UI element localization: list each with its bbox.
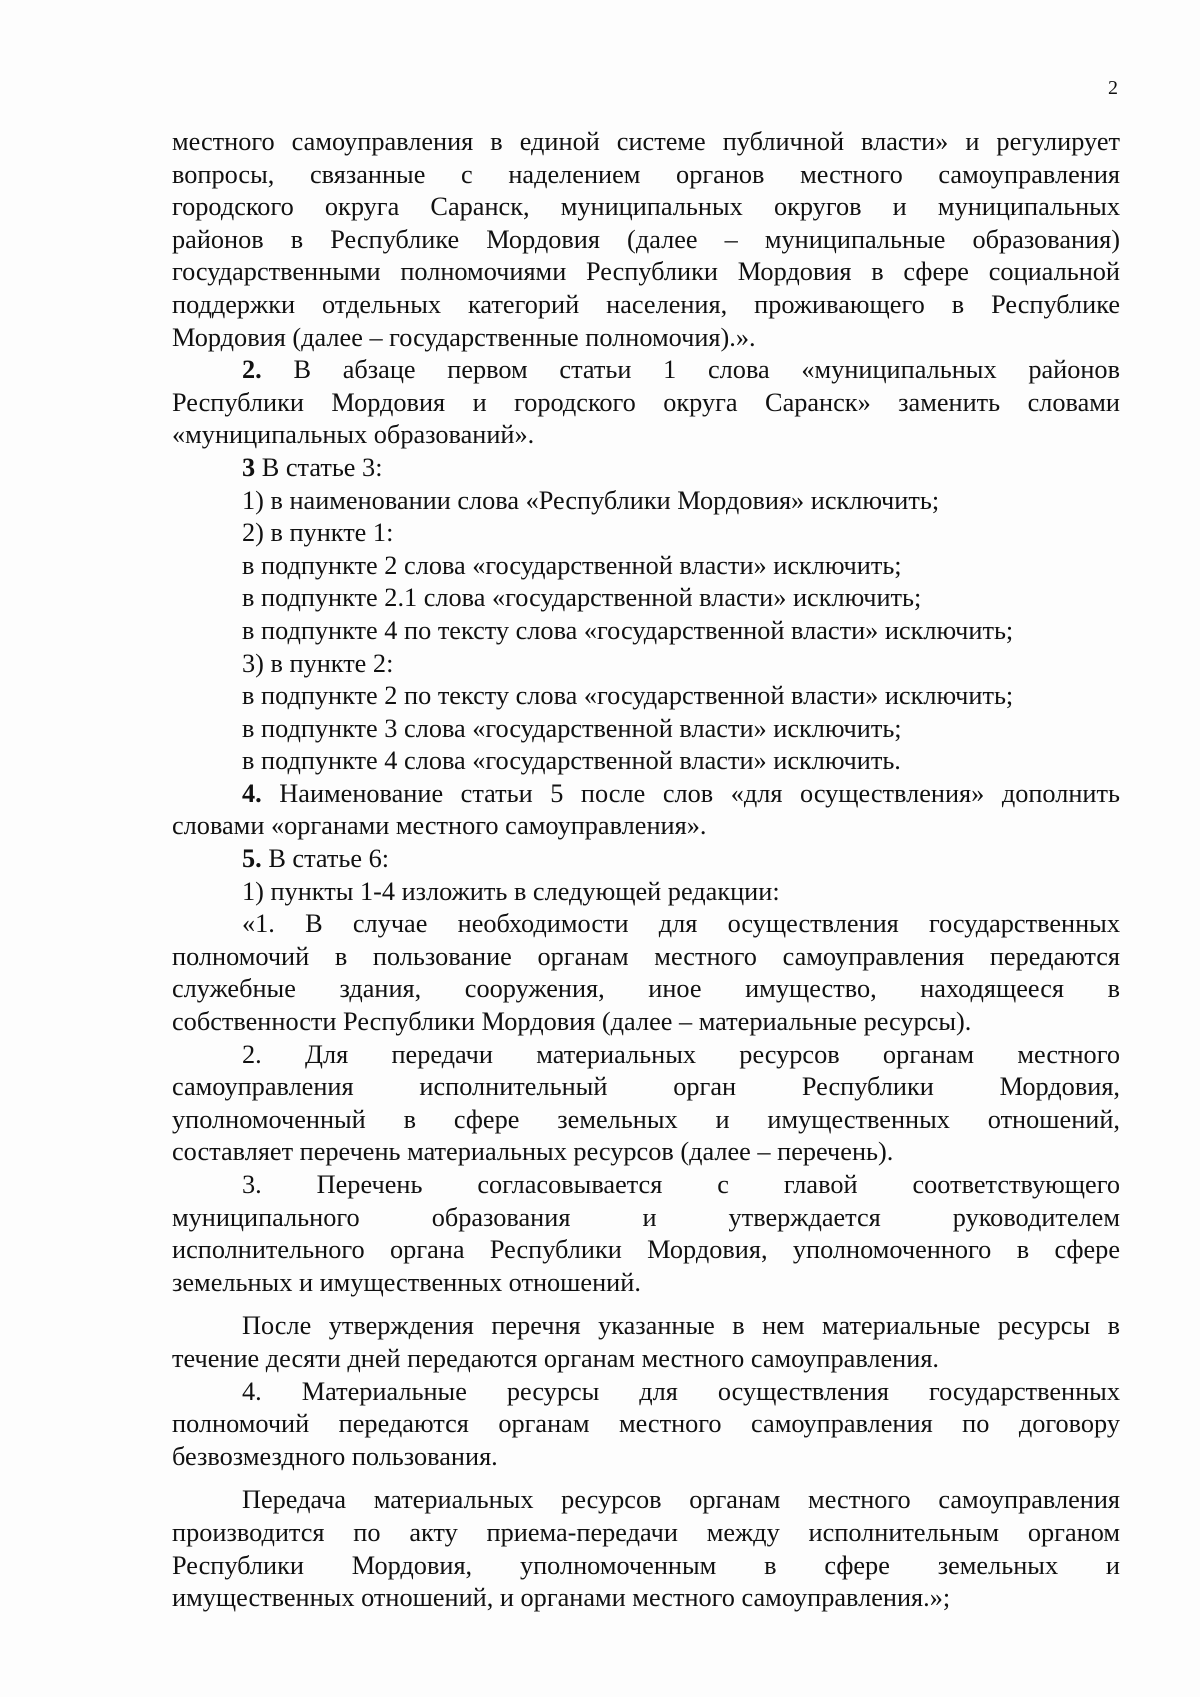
article-item-2 bbox=[172, 354, 1120, 387]
text-line: составляет перечень материальных ресурсов (далее – перечень). bbox=[172, 1137, 894, 1167]
text-line: самоуправления исполнительный орган Республики Мордовия, bbox=[172, 1072, 1120, 1102]
text-line: в подпункте 2 слова «государственной власти» исключить; bbox=[242, 550, 902, 580]
text-line: полномочий передаются органам местного самоуправления по договору bbox=[172, 1409, 1120, 1439]
text-line: Передача материальных ресурсов органам местного самоуправления bbox=[242, 1485, 1120, 1515]
text-line: Республики Мордовия и городского округа Саранск» заменить словами bbox=[172, 387, 1120, 417]
text-line: в подпункте 2 по тексту слова «государственной власти» исключить; bbox=[242, 681, 1014, 711]
text-line: вопросы, связанные с наделением органов местного самоуправления bbox=[172, 159, 1120, 189]
text-line: муниципального образования и утверждается руководителем bbox=[172, 1202, 1120, 1232]
text-line: словами «органами местного самоуправления». bbox=[172, 811, 707, 841]
text-line: течение десяти дней передаются органам местного самоуправления. bbox=[172, 1343, 940, 1373]
item-number: 4. bbox=[242, 778, 262, 808]
text-line: собственности Республики Мордовия (далее – материальные ресурсы). bbox=[172, 1007, 972, 1037]
text-line: городского округа Саранск, муниципальных округов и муниципальных bbox=[172, 192, 1120, 222]
text-line: в подпункте 3 слова «государственной власти» исключить; bbox=[242, 713, 902, 743]
text-line: 4. Материальные ресурсы для осуществления государственных bbox=[242, 1376, 1120, 1406]
text-line: 3) в пункте 2: bbox=[242, 648, 394, 678]
article-item-3 bbox=[172, 452, 1120, 485]
text-line: служебные здания, сооружения, иное имущество, находящееся в bbox=[172, 974, 1120, 1004]
text-line: в подпункте 4 слова «государственной власти» исключить. bbox=[242, 746, 901, 776]
text-line: Мордовия (далее – государственные полномочия).». bbox=[172, 322, 756, 352]
text-line: поддержки отдельных категорий населения, проживающего в Республике bbox=[172, 289, 1120, 319]
text-line: уполномоченный в сфере земельных и имущественных отношений, bbox=[172, 1104, 1120, 1134]
text-line: 3. Перечень согласовывается с главой соответствующего bbox=[242, 1170, 1120, 1199]
text-line: государственными полномочиями Республики Мордовия в сфере социальной bbox=[172, 257, 1120, 287]
text-line: районов в Республике Мордовия (далее – муниципальные образования) bbox=[172, 224, 1120, 254]
article-item-4 bbox=[172, 778, 1120, 811]
text-line: местного самоуправления в единой системе публичной власти» и регулирует bbox=[172, 127, 1120, 156]
document-body bbox=[172, 126, 1120, 1615]
text-line: исполнительного органа Республики Мордовия, уполномоченного в сфере bbox=[172, 1235, 1120, 1265]
item-number: 2. bbox=[242, 355, 262, 385]
article-item-5 bbox=[172, 843, 1120, 876]
text-line: земельных и имущественных отношений. bbox=[172, 1267, 641, 1297]
text-line: безвозмездного пользования. bbox=[172, 1441, 498, 1471]
item-number: 5. bbox=[242, 844, 262, 874]
text-line: в подпункте 2.1 слова «государственной власти» исключить; bbox=[242, 583, 922, 613]
text-line: 1) в наименовании слова «Республики Мордовия» исключить; bbox=[242, 485, 940, 515]
page-number: 2 bbox=[1108, 77, 1118, 99]
text-line: «1. В случае необходимости для осуществления государственных bbox=[242, 909, 1120, 939]
text-line: После утверждения перечня указанные в нем материальные ресурсы в bbox=[242, 1311, 1120, 1341]
text-line: «муниципальных образований». bbox=[172, 420, 535, 450]
text-line: Республики Мордовия, уполномоченным в сфере земельных и bbox=[172, 1550, 1120, 1580]
text-line: В статье 3: bbox=[261, 452, 383, 482]
text-line: 1) пункты 1-4 изложить в следующей редакции: bbox=[242, 876, 780, 906]
text-line: В абзаце первом статьи 1 слова «муниципальных районов bbox=[293, 355, 1121, 385]
text-line: в подпункте 4 по тексту слова «государственной власти» исключить; bbox=[242, 615, 1014, 645]
item-number: 3 bbox=[242, 452, 256, 482]
text-line: 2. Для передачи материальных ресурсов органам местного bbox=[242, 1039, 1120, 1069]
text-line: 2) в пункте 1: bbox=[242, 518, 394, 548]
text-line: В статье 6: bbox=[268, 844, 390, 874]
text-line: производится по акту приема-передачи между исполнительным органом bbox=[172, 1517, 1120, 1547]
text-line: полномочий в пользование органам местного самоуправления передаются bbox=[172, 941, 1120, 971]
text-line: имущественных отношений, и органами местного самоуправления.»; bbox=[172, 1583, 951, 1613]
text-line: Наименование статьи 5 после слов «для осуществления» дополнить bbox=[279, 778, 1120, 808]
